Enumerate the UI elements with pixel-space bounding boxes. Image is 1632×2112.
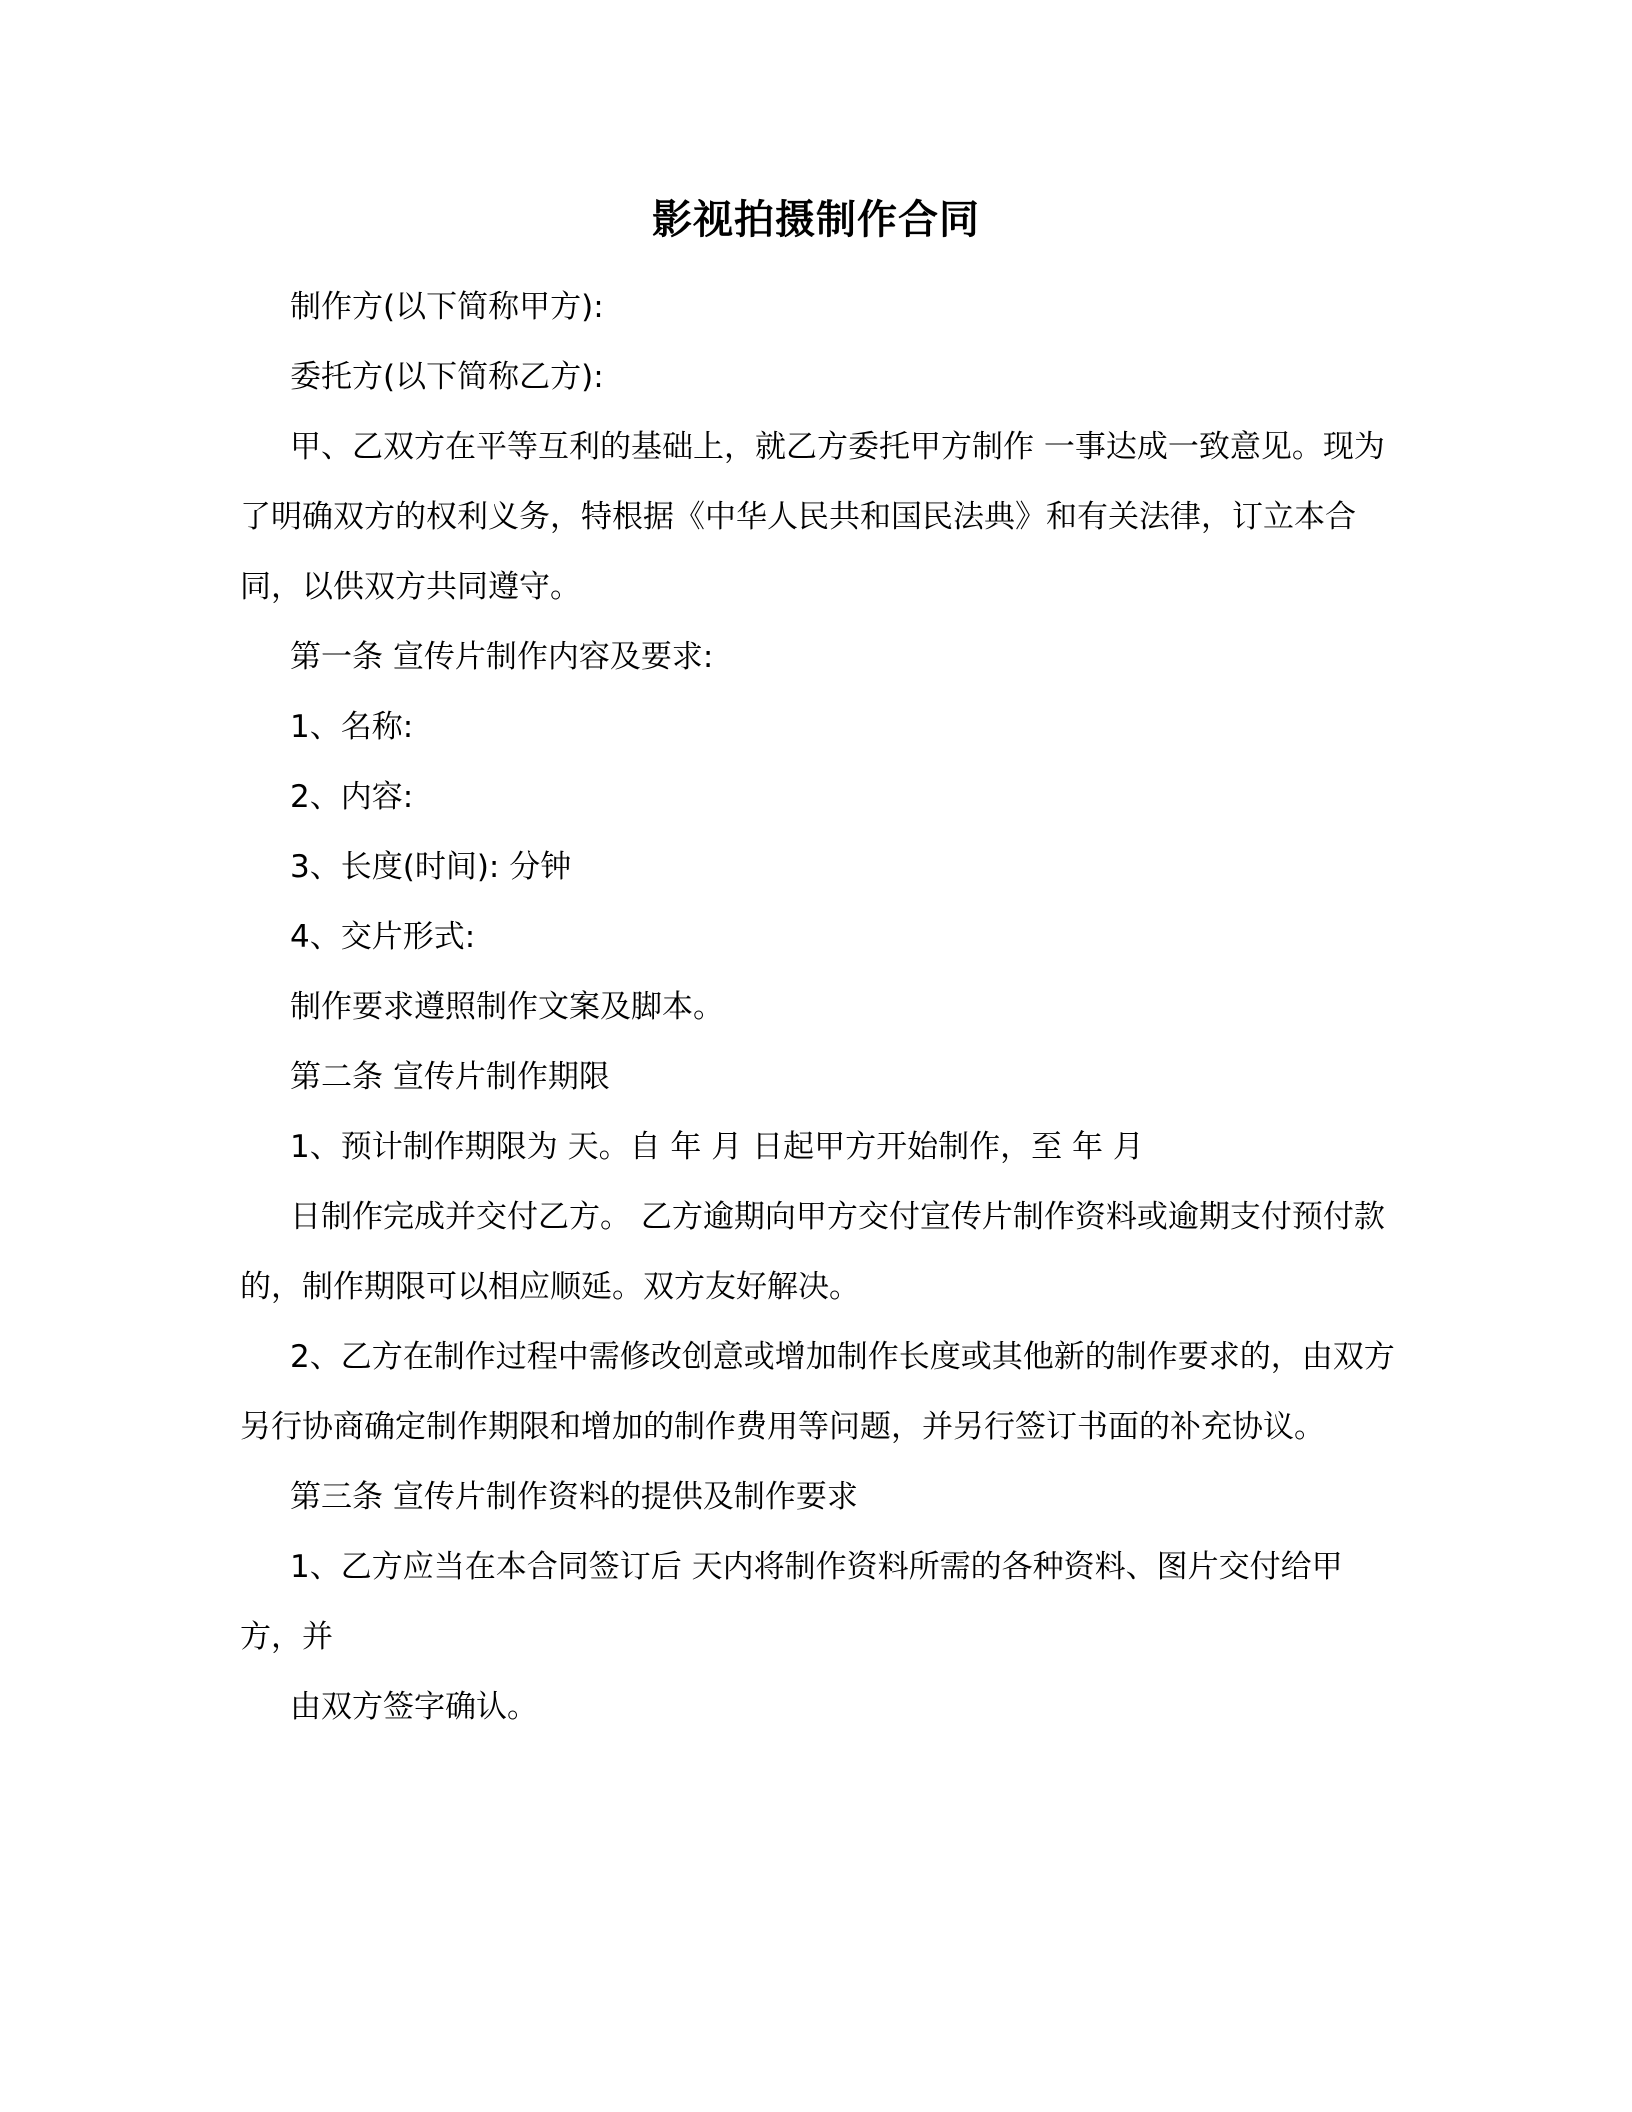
article-1-item-4: 4、交片形式:	[290, 919, 476, 955]
article-2-heading: 第二条 宣传片制作期限	[290, 1059, 610, 1095]
article-3-item-1-continued: 由双方签字确认。	[290, 1689, 538, 1725]
article-3-heading: 第三条 宣传片制作资料的提供及制作要求	[290, 1479, 858, 1515]
party-b-line: 委托方(以下简称乙方):	[290, 359, 604, 395]
document-title: 影视拍摄制作合同	[652, 197, 980, 243]
article-1-item-1: 1、名称:	[290, 709, 414, 745]
document-body	[240, 272, 1395, 1742]
article-1-item-2: 2、内容:	[290, 779, 414, 815]
article-2-item-1: 1、预计制作期限为 天。自 年 月 日起甲方开始制作，至 年 月	[290, 1129, 1144, 1165]
article-1-heading: 第一条 宣传片制作内容及要求:	[290, 639, 714, 675]
article-1-item-3: 3、长度(时间): 分钟	[290, 849, 572, 885]
article-1-requirement: 制作要求遵照制作文案及脚本。	[290, 989, 724, 1025]
article-2-item-1-continued: 日制作完成并交付乙方。 乙方逾期向甲方交付宣传片制作资料或逾期支付预付款的，制作期限可以相应顺延。双方友好解决。	[240, 1199, 1385, 1305]
article-3-item-1: 1、乙方应当在本合同签订后 天内将制作资料所需的各种资料、图片交付给甲方，并	[240, 1549, 1343, 1655]
preamble-paragraph: 甲、乙双方在平等互利的基础上，就乙方委托甲方制作 一事达成一致意见。现为了明确双方的权利义务，特根据《中华人民共和国民法典》和有关法律，订立本合同，以供双方共同遵守。	[240, 429, 1385, 605]
article-2-item-2: 2、乙方在制作过程中需修改创意或增加制作长度或其他新的制作要求的，由双方另行协商确定制作期限和增加的制作费用等问题，并另行签订书面的补充协议。	[240, 1339, 1395, 1445]
party-a-line: 制作方(以下简称甲方):	[290, 289, 604, 325]
